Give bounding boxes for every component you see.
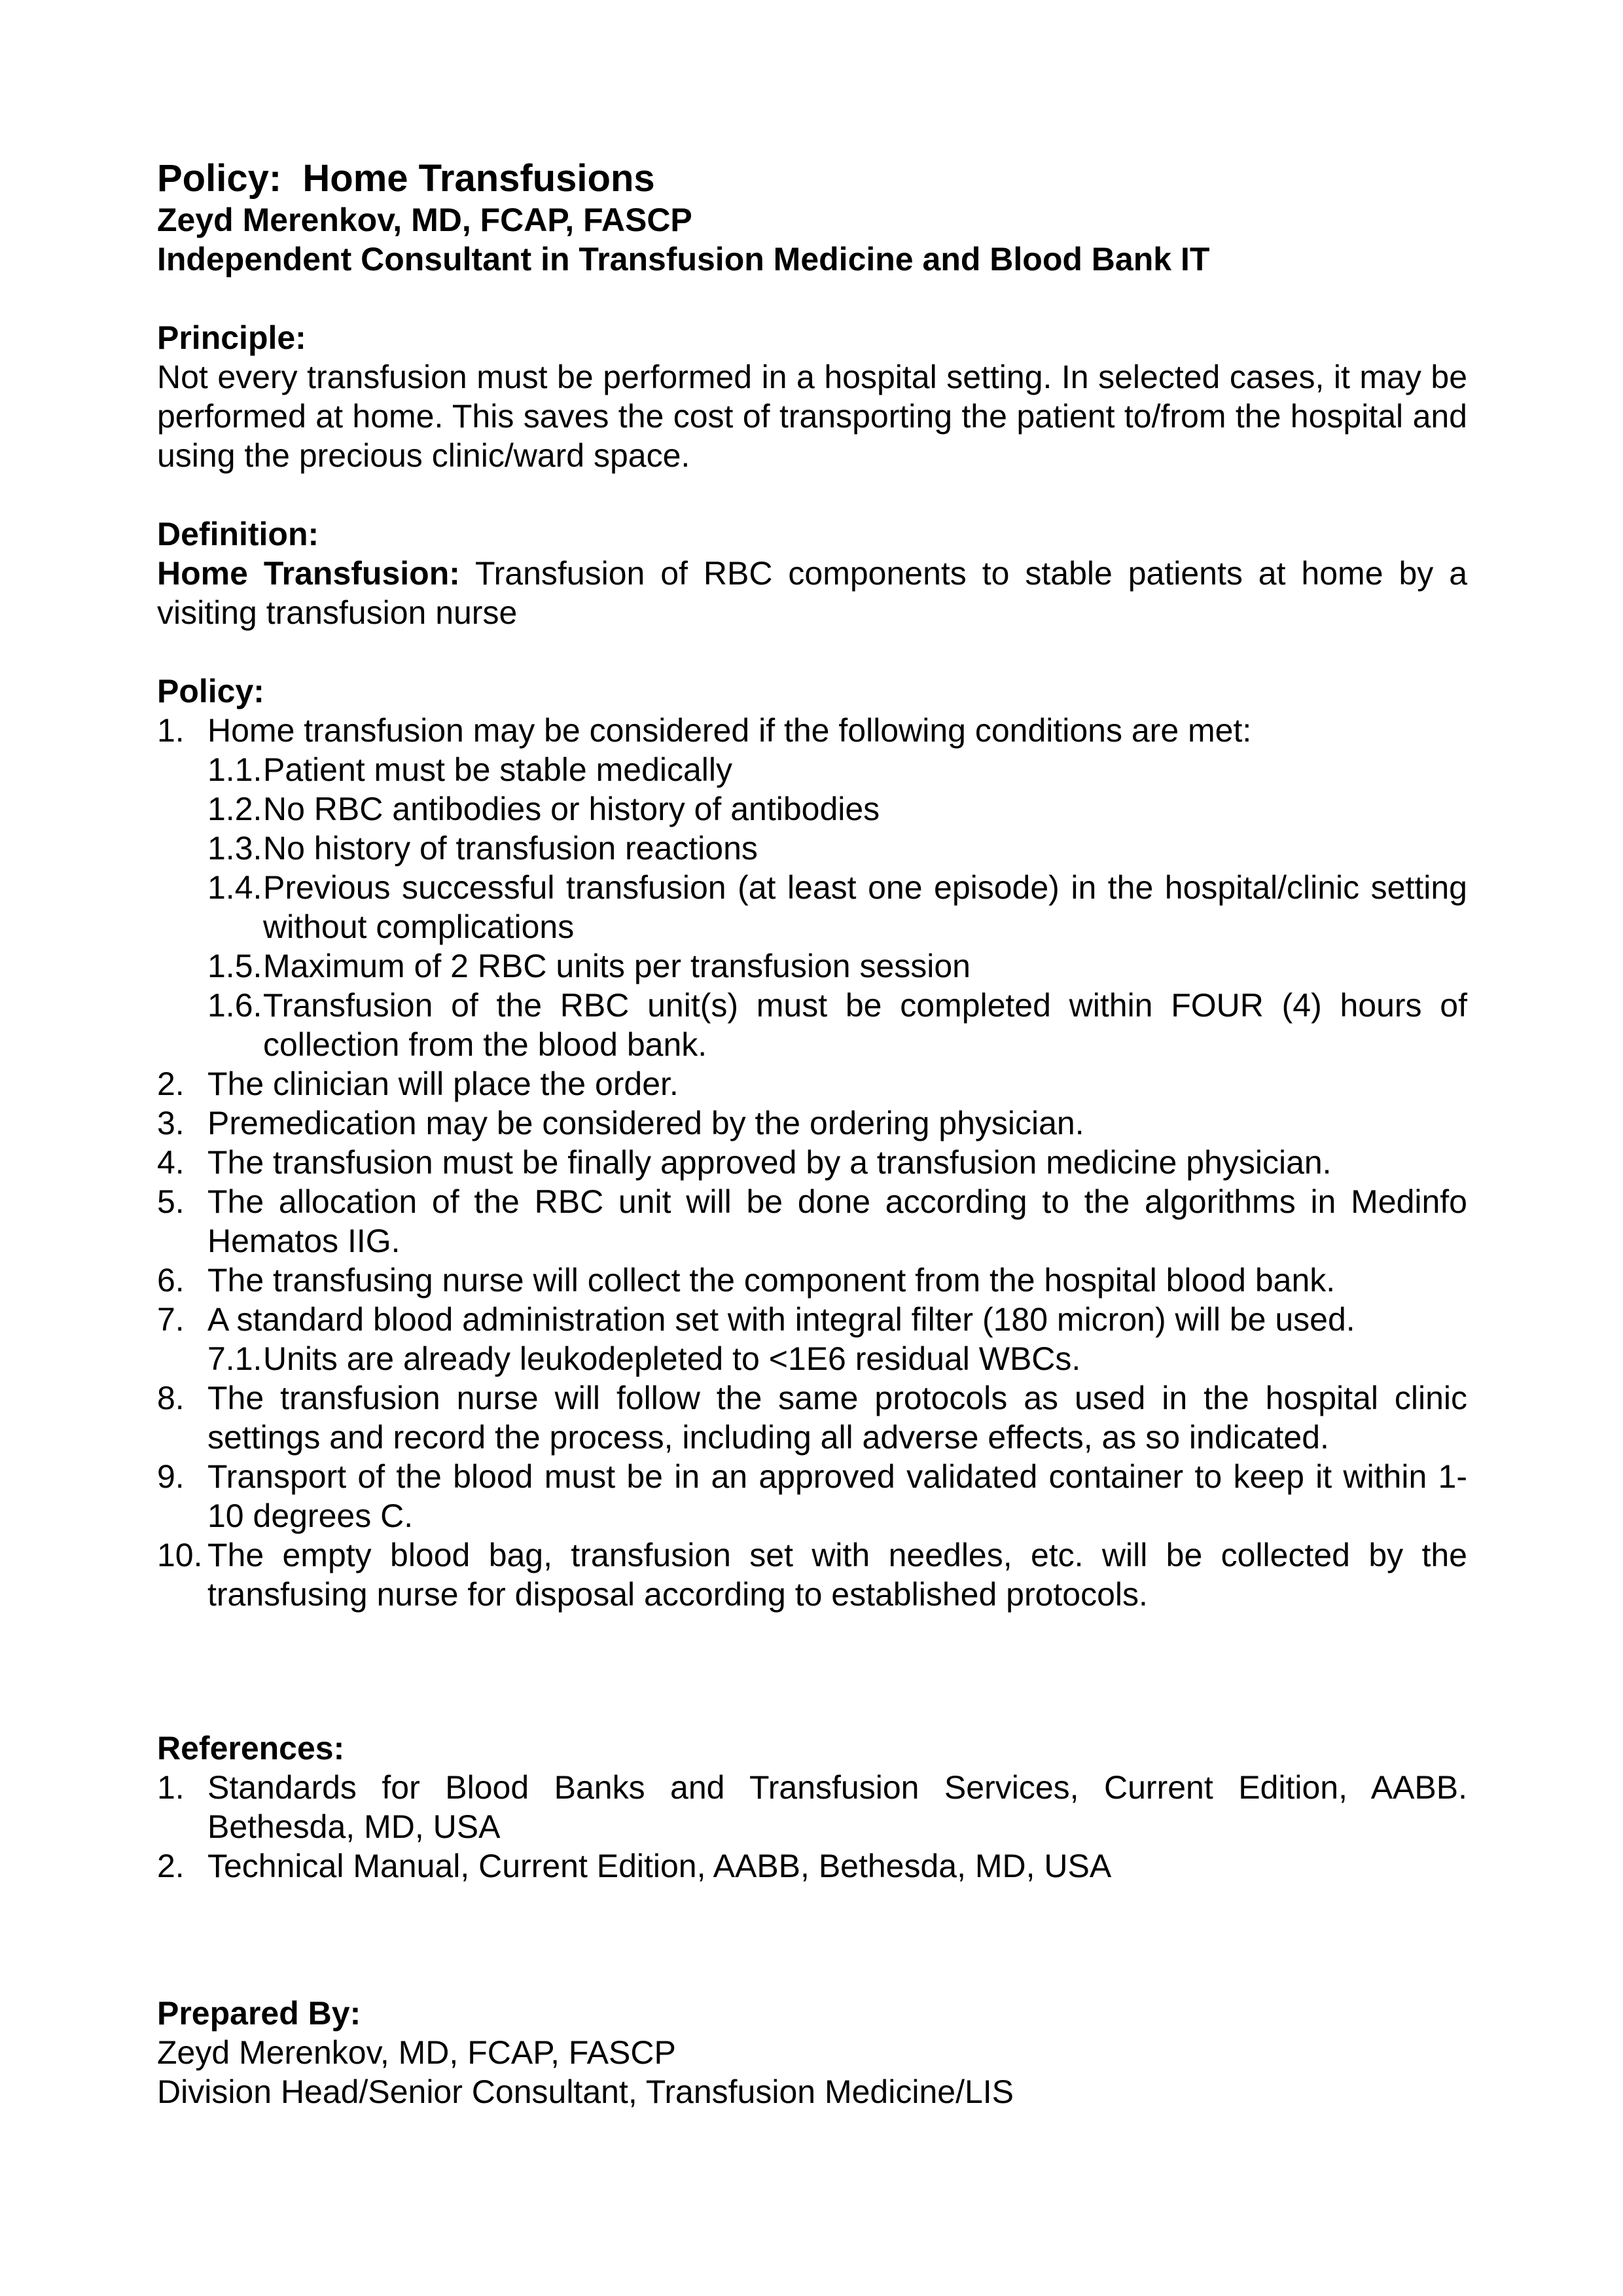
policy-item-1-1 — [207, 750, 1467, 789]
item-number: 3. — [157, 1105, 185, 1141]
policy-item-1 — [157, 711, 1467, 750]
item-number: 7. — [157, 1301, 185, 1338]
reference-item-1 — [157, 1768, 1467, 1846]
policy-item-8 — [157, 1378, 1467, 1457]
item-number: 1.1. — [207, 751, 262, 788]
references-heading: References: — [157, 1730, 345, 1767]
item-text: Standards for Blood Banks and Transfusion Services, Current Edition, AABB. Bethesda, MD, USA — [207, 1769, 1467, 1845]
policy-item-2 — [157, 1064, 1467, 1103]
author-line: Zeyd Merenkov, MD, FCAP, FASCP — [157, 202, 692, 238]
item-text: The transfusing nurse will collect the component from the hospital blood bank. — [207, 1262, 1336, 1299]
item-text: The clinician will place the order. — [207, 1066, 679, 1102]
principle-heading: Principle: — [157, 319, 306, 356]
item-text: The empty blood bag, transfusion set with needles, etc. will be collected by the transfusing nurse for disposal according to established protocols. — [207, 1537, 1467, 1613]
policy-item-1-2 — [207, 789, 1467, 829]
references-section — [157, 1729, 1467, 1886]
item-text: Home transfusion may be considered if the following conditions are met: — [207, 712, 1252, 749]
item-number: 8. — [157, 1380, 185, 1416]
definition-section — [157, 514, 1467, 632]
item-number: 6. — [157, 1262, 185, 1299]
item-text: Maximum of 2 RBC units per transfusion session — [263, 948, 971, 984]
item-number: 10. — [157, 1537, 203, 1573]
item-text: Technical Manual, Current Edition, AABB, Bethesda, MD, USA — [207, 1848, 1112, 1884]
policy-item-5 — [157, 1182, 1467, 1261]
item-number: 5. — [157, 1183, 185, 1220]
page-title: Policy: Home Transfusions — [157, 157, 655, 200]
policy-item-10 — [157, 1535, 1467, 1614]
prepared-by-name: Zeyd Merenkov, MD, FCAP, FASCP — [157, 2034, 676, 2071]
item-text: A standard blood administration set with integral filter (180 micron) will be used. — [207, 1301, 1355, 1338]
item-number: 1.3. — [207, 830, 262, 867]
item-text: Units are already leukodepleted to <1E6 residual WBCs. — [263, 1340, 1081, 1377]
item-number: 4. — [157, 1144, 185, 1181]
policy-item-3 — [157, 1103, 1467, 1143]
principle-paragraph: Not every transfusion must be performed in a hospital setting. In selected cases, it may be performed at home. This saves the cost of transporting the patient to/from the hospital and using the precious clinic/ward space. — [157, 359, 1467, 474]
role-line: Independent Consultant in Transfusion Medicine and Blood Bank IT — [157, 241, 1210, 278]
reference-item-2 — [157, 1846, 1467, 1886]
item-number: 7.1. — [207, 1340, 262, 1377]
item-number: 1.4. — [207, 869, 262, 906]
item-number: 1.5. — [207, 948, 262, 984]
policy-heading: Policy: — [157, 673, 264, 709]
item-number: 1.6. — [207, 987, 262, 1024]
prepared-by-role: Division Head/Senior Consultant, Transfusion Medicine/LIS — [157, 2073, 1014, 2110]
item-text: Premedication may be considered by the ordering physician. — [207, 1105, 1084, 1141]
item-text: Previous successful transfusion (at least one episode) in the hospital/clinic setting without complications — [263, 869, 1467, 945]
definition-text: Transfusion of RBC components to stable patients at home by a visiting transfusion nurse — [157, 555, 1467, 631]
item-number: 1. — [157, 712, 185, 749]
definition-term: Home Transfusion: — [157, 555, 460, 592]
policy-item-9 — [157, 1457, 1467, 1535]
item-text: Transfusion of the RBC unit(s) must be completed within FOUR (4) hours of collection from the blood bank. — [263, 987, 1467, 1063]
policy-item-7 — [157, 1300, 1467, 1339]
item-text: Patient must be stable medically — [263, 751, 733, 788]
item-number: 2. — [157, 1848, 185, 1884]
definition-paragraph — [157, 554, 1467, 632]
definition-heading: Definition: — [157, 516, 319, 552]
principle-section — [157, 318, 1467, 475]
item-number: 1.2. — [207, 791, 262, 827]
document-header — [157, 157, 1467, 279]
item-number: 9. — [157, 1458, 185, 1495]
policy-item-4 — [157, 1143, 1467, 1182]
item-number: 2. — [157, 1066, 185, 1102]
prepared-by-heading: Prepared By: — [157, 1995, 361, 2032]
policy-item-1-5 — [207, 946, 1467, 986]
prepared-by-section — [157, 1994, 1467, 2111]
item-text: No RBC antibodies or history of antibodies — [263, 791, 880, 827]
policy-item-7-1 — [207, 1339, 1467, 1378]
item-text: Transport of the blood must be in an approved validated container to keep it within 1-10 degrees C. — [207, 1458, 1467, 1534]
item-text: The transfusion nurse will follow the same protocols as used in the hospital clinic settings and record the process, including all adverse effects, as so indicated. — [207, 1380, 1467, 1456]
policy-section — [157, 672, 1467, 1614]
item-number: 1. — [157, 1769, 185, 1806]
policy-item-1-4 — [207, 868, 1467, 946]
item-text: No history of transfusion reactions — [263, 830, 758, 867]
policy-item-6 — [157, 1261, 1467, 1300]
item-text: The allocation of the RBC unit will be done according to the algorithms in Medinfo Hematos IIG. — [207, 1183, 1467, 1259]
policy-item-1-3 — [207, 829, 1467, 868]
item-text: The transfusion must be finally approved by a transfusion medicine physician. — [207, 1144, 1332, 1181]
policy-item-1-6 — [207, 986, 1467, 1064]
